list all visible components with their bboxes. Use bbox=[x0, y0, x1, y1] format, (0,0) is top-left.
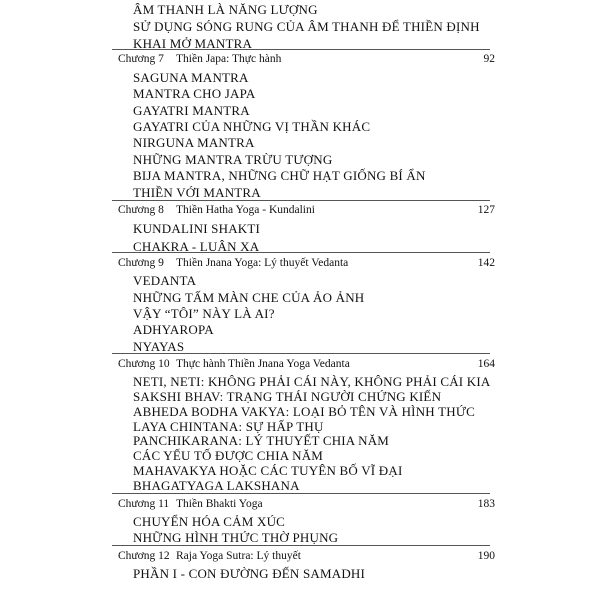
chapter-title: Thiền Jnana Yoga: Lý thuyết Vedanta bbox=[176, 256, 349, 269]
chapter-title: Thực hành Thiền Jnana Yoga Vedanta bbox=[176, 357, 350, 370]
chapter-heading bbox=[118, 53, 281, 65]
chapter-divider bbox=[112, 493, 490, 494]
toc-item: GAYATRI CỦA NHỮNG VỊ THẦN KHÁC bbox=[133, 118, 371, 134]
toc-item: ADHYAROPA bbox=[133, 322, 214, 338]
chapter-heading bbox=[118, 498, 263, 510]
toc-item: GAYATRI MANTRA bbox=[133, 102, 250, 118]
chapter-divider bbox=[112, 49, 490, 50]
toc-item: SAKSHI BHAV: TRẠNG THÁI NGƯỜI CHỨNG KIẾN bbox=[133, 388, 442, 404]
chapter-divider bbox=[112, 200, 490, 201]
chapter-page-number: 142 bbox=[477, 256, 495, 269]
toc-item: NHỮNG TẤM MÀN CHE CỦA ẢO ẢNH bbox=[133, 289, 365, 305]
chapter-divider bbox=[112, 252, 490, 253]
toc-item: CÁC YẾU TỐ ĐƯỢC CHIA NĂM bbox=[133, 448, 324, 464]
toc-item: LAYA CHINTANA: SỰ HẤP THỤ bbox=[133, 418, 324, 434]
toc-item: NYAYAS bbox=[133, 338, 185, 354]
chapter-number: Chương 7 bbox=[118, 53, 164, 66]
toc-item: KHAI MỞ MANTRA bbox=[133, 36, 253, 51]
chapter-page-number: 164 bbox=[477, 357, 495, 370]
chapter-title: Raja Yoga Sutra: Lý thuyết bbox=[176, 550, 301, 562]
chapter-divider bbox=[112, 545, 490, 546]
chapter-number: Chương 11 bbox=[118, 497, 170, 510]
toc-item: KUNDALINI SHAKTI bbox=[133, 221, 261, 237]
toc-item: MAHAVAKYA HOẶC CÁC TUYÊN BỐ VĨ ĐẠI bbox=[133, 463, 403, 479]
toc-item: MANTRA CHO JAPA bbox=[133, 86, 256, 102]
chapter-heading bbox=[118, 550, 301, 562]
toc-item: NETI, NETI: KHÔNG PHẢI CÁI NÀY, KHÔNG PHẢI CÁI KIA bbox=[133, 373, 491, 389]
chapter-number: Chương 10 bbox=[118, 357, 170, 370]
toc-item: SỬ DỤNG SÓNG RUNG CỦA ÂM THANH ĐỂ THIỀN ĐỊNH bbox=[133, 18, 480, 34]
chapter-page-number: 92 bbox=[483, 53, 495, 66]
toc-item: VEDANTA bbox=[133, 273, 197, 288]
toc-item: PHẦN I - CON ĐƯỜNG ĐẾN SAMADHI bbox=[133, 565, 366, 581]
toc-item: NHỮNG MANTRA TRỪU TƯỢNG bbox=[133, 151, 333, 167]
toc-item: VẬY “TÔI” NÀY LÀ AI? bbox=[133, 305, 275, 321]
chapter-page-number: 183 bbox=[477, 497, 495, 510]
toc-item: PANCHIKARANA: LÝ THUYẾT CHIA NĂM bbox=[133, 433, 390, 449]
chapter-title: Thiền Bhakti Yoga bbox=[176, 497, 263, 510]
toc-item: ABHEDA BODHA VAKYA: LOẠI BỎ TÊN VÀ HÌNH THỨC bbox=[133, 403, 475, 419]
chapter-number: Chương 12 bbox=[118, 550, 170, 562]
toc-item: ÂM THANH LÀ NĂNG LƯỢNG bbox=[133, 1, 318, 17]
toc-item: NHỮNG HÌNH THỨC THỜ PHỤNG bbox=[133, 530, 339, 546]
toc-item: CHAKRA - LUÂN XA bbox=[133, 238, 260, 254]
toc-item: SAGUNA MANTRA bbox=[133, 69, 249, 85]
chapter-title: Thiền Japa: Thực hành bbox=[176, 53, 282, 66]
chapter-heading bbox=[118, 257, 348, 269]
chapter-page-number: 127 bbox=[477, 204, 495, 217]
chapter-heading bbox=[118, 204, 315, 216]
chapter-page-number: 190 bbox=[477, 550, 495, 562]
chapter-title: Thiền Hatha Yoga - Kundalini bbox=[176, 204, 315, 217]
chapter-number: Chương 9 bbox=[118, 256, 164, 269]
toc-item: BIJA MANTRA, NHỮNG CHỮ HẠT GIỐNG BÍ ẨN bbox=[133, 168, 426, 184]
toc-item: THIỀN VỚI MANTRA bbox=[133, 184, 261, 200]
chapter-heading bbox=[118, 358, 350, 370]
chapter-divider bbox=[112, 353, 490, 354]
chapter-number: Chương 8 bbox=[118, 204, 164, 217]
toc-item: CHUYỂN HÓA CẢM XÚC bbox=[133, 514, 286, 529]
toc-item: BHAGATYAGA LAKSHANA bbox=[133, 478, 300, 493]
toc-item: NIRGUNA MANTRA bbox=[133, 135, 255, 151]
